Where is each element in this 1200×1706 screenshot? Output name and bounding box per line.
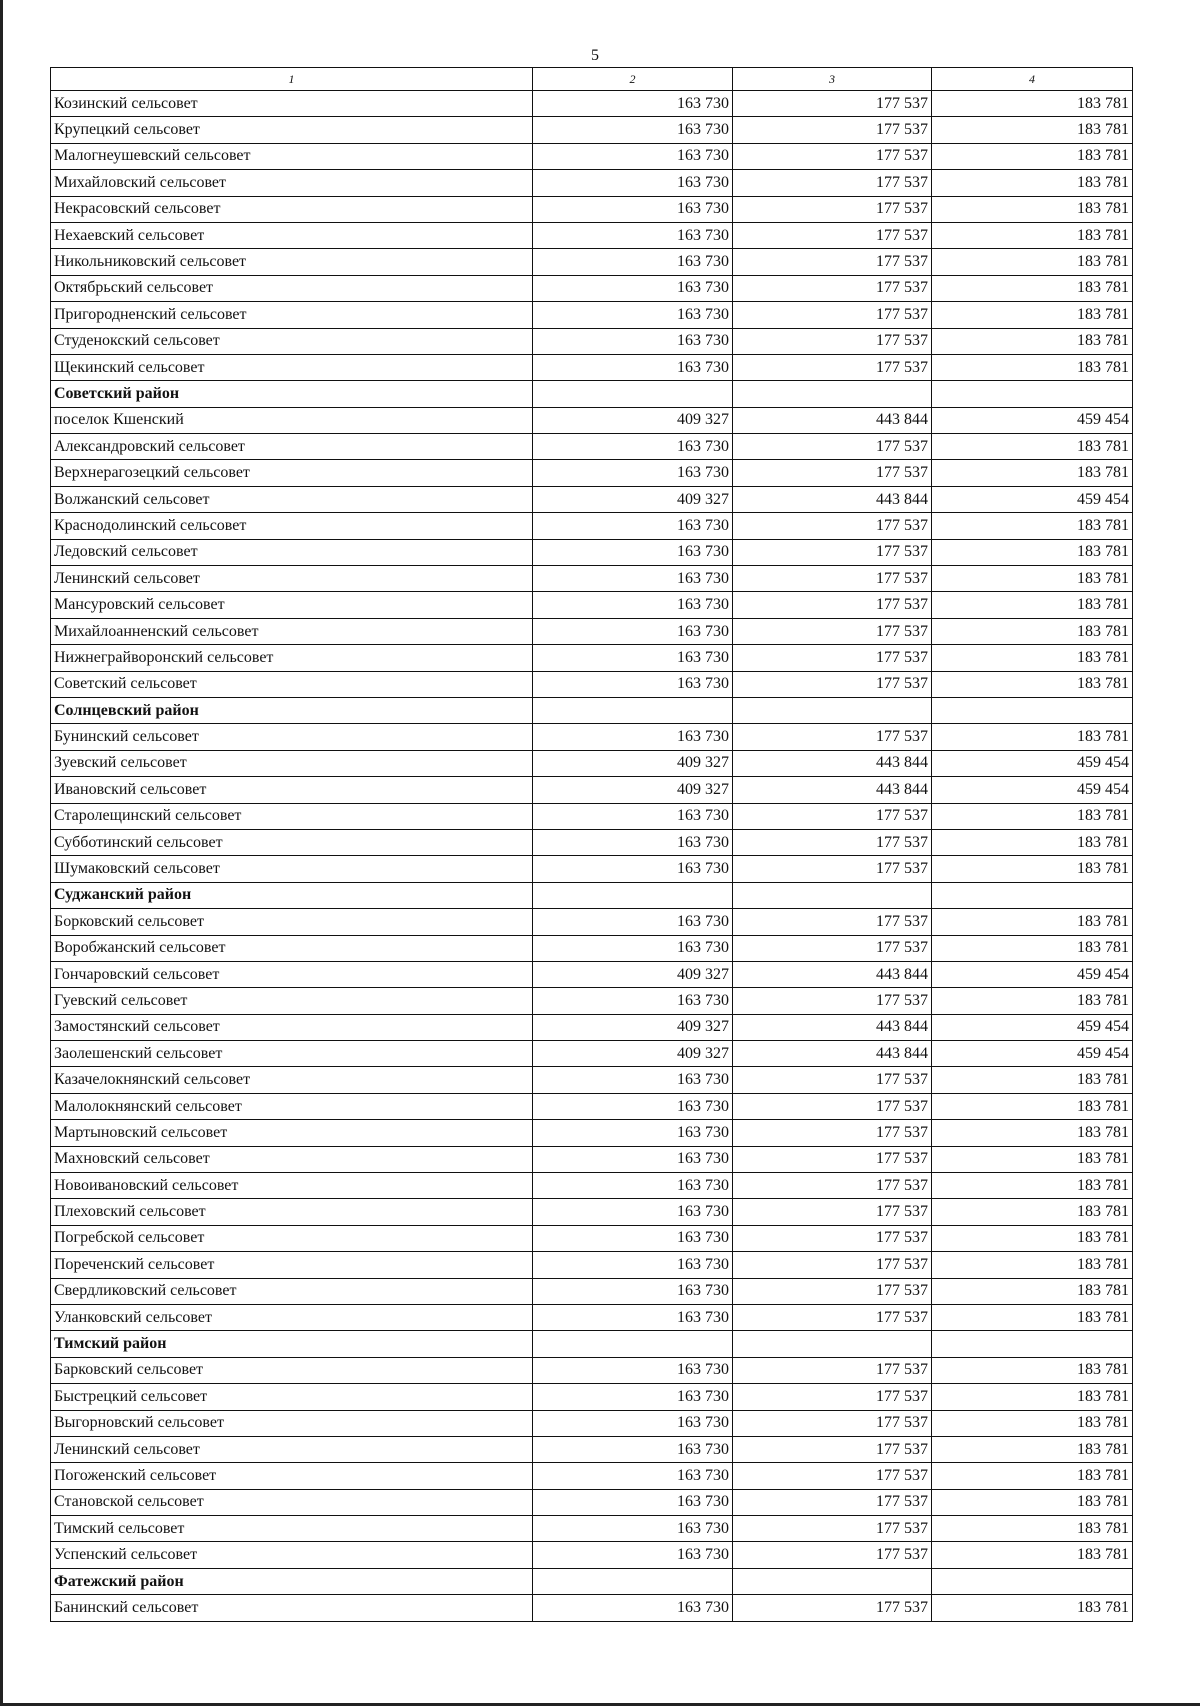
cell-settlement-name: Тимский сельсовет (51, 1516, 533, 1542)
cell-column-2: 163 730 (533, 460, 733, 486)
cell-settlement-name: Михайлоанненский сельсовет (51, 618, 533, 644)
cell-settlement-name: Нижнеграйворонский сельсовет (51, 645, 533, 671)
table-row (51, 1516, 1133, 1542)
cell-column-3: 177 537 (733, 117, 932, 143)
cell-column-4: 183 781 (932, 1489, 1133, 1515)
cell-column-3: 177 537 (733, 196, 932, 222)
scan-left-edge (0, 0, 3, 1706)
cell-settlement-name: Мансуровский сельсовет (51, 592, 533, 618)
cell-settlement-name: Малогнеушевский сельсовет (51, 143, 533, 169)
cell-column-4: 183 781 (932, 1146, 1133, 1172)
cell-column-3: 177 537 (733, 1173, 932, 1199)
cell-column-4: 183 781 (932, 354, 1133, 380)
cell-column-3: 177 537 (733, 170, 932, 196)
cell-settlement-name: Бунинский сельсовет (51, 724, 533, 750)
cell-column-2: 163 730 (533, 592, 733, 618)
cell-column-4: 183 781 (932, 1410, 1133, 1436)
cell-column-3: 443 844 (733, 750, 932, 776)
cell-settlement-name: Козинский сельсовет (51, 91, 533, 117)
cell-settlement-name: Барковский сельсовет (51, 1357, 533, 1383)
cell-column-3: 177 537 (733, 1516, 932, 1542)
cell-settlement-name: Гончаровский сельсовет (51, 961, 533, 987)
table-row (51, 1199, 1133, 1225)
cell-column-2: 163 730 (533, 275, 733, 301)
cell-column-2: 163 730 (533, 434, 733, 460)
table-row (51, 407, 1133, 433)
table-row (51, 1120, 1133, 1146)
cell-column-2 (533, 1331, 733, 1357)
cell-column-4: 183 781 (932, 434, 1133, 460)
cell-settlement-name: Студенокский сельсовет (51, 328, 533, 354)
cell-column-2: 163 730 (533, 222, 733, 248)
table-row (51, 1278, 1133, 1304)
page-number: 5 (591, 47, 599, 64)
cell-column-2: 163 730 (533, 1463, 733, 1489)
cell-column-4 (932, 882, 1133, 908)
table-row (51, 777, 1133, 803)
cell-column-2: 163 730 (533, 1436, 733, 1462)
cell-column-4: 183 781 (932, 1357, 1133, 1383)
cell-column-2: 163 730 (533, 91, 733, 117)
cell-column-2: 163 730 (533, 302, 733, 328)
table-row (51, 117, 1133, 143)
cell-column-2 (533, 381, 733, 407)
cell-settlement-name: Погребской сельсовет (51, 1225, 533, 1251)
cell-settlement-name: Ледовский сельсовет (51, 539, 533, 565)
cell-column-4: 183 781 (932, 645, 1133, 671)
table-row (51, 1542, 1133, 1568)
cell-column-3: 177 537 (733, 460, 932, 486)
cell-column-2 (533, 882, 733, 908)
cell-column-3 (733, 697, 932, 723)
cell-column-3: 177 537 (733, 1093, 932, 1119)
cell-column-2: 163 730 (533, 988, 733, 1014)
cell-column-3: 177 537 (733, 988, 932, 1014)
cell-column-2: 163 730 (533, 909, 733, 935)
table-row (51, 143, 1133, 169)
cell-column-2: 163 730 (533, 354, 733, 380)
table-row (51, 803, 1133, 829)
cell-column-4 (932, 697, 1133, 723)
cell-column-3: 177 537 (733, 1199, 932, 1225)
cell-settlement-name: Октябрьский сельсовет (51, 275, 533, 301)
table-row (51, 1093, 1133, 1119)
cell-column-3: 177 537 (733, 909, 932, 935)
cell-column-2: 163 730 (533, 645, 733, 671)
cell-column-3 (733, 1568, 932, 1594)
cell-column-3: 177 537 (733, 566, 932, 592)
cell-settlement-name: Погоженский сельсовет (51, 1463, 533, 1489)
cell-settlement-name: Верхнерагозецкий сельсовет (51, 460, 533, 486)
cell-column-4: 183 781 (932, 935, 1133, 961)
cell-settlement-name: Ленинский сельсовет (51, 566, 533, 592)
table-row (51, 170, 1133, 196)
cell-settlement-name: Краснодолинский сельсовет (51, 513, 533, 539)
table-row (51, 91, 1133, 117)
cell-column-4: 183 781 (932, 302, 1133, 328)
district-row (51, 1331, 1133, 1357)
table-row (51, 513, 1133, 539)
table-row (51, 1225, 1133, 1251)
cell-column-3: 177 537 (733, 856, 932, 882)
cell-column-4: 183 781 (932, 1304, 1133, 1330)
cell-column-4: 183 781 (932, 1516, 1133, 1542)
cell-district-name: Фатежский район (51, 1568, 533, 1594)
cell-column-3: 177 537 (733, 829, 932, 855)
cell-column-2: 409 327 (533, 486, 733, 512)
cell-settlement-name: Михайловский сельсовет (51, 170, 533, 196)
cell-column-2: 163 730 (533, 935, 733, 961)
table-row (51, 1067, 1133, 1093)
cell-column-4: 459 454 (932, 777, 1133, 803)
cell-column-2: 163 730 (533, 1252, 733, 1278)
cell-settlement-name: Шумаковский сельсовет (51, 856, 533, 882)
cell-column-2: 409 327 (533, 777, 733, 803)
table-row (51, 196, 1133, 222)
cell-column-4: 183 781 (932, 1463, 1133, 1489)
cell-settlement-name: Субботинский сельсовет (51, 829, 533, 855)
cell-settlement-name: Гуевский сельсовет (51, 988, 533, 1014)
cell-column-3: 177 537 (733, 539, 932, 565)
cell-settlement-name: Старолещинский сельсовет (51, 803, 533, 829)
table-row (51, 1304, 1133, 1330)
table-row (51, 988, 1133, 1014)
cell-column-2: 409 327 (533, 1014, 733, 1040)
cell-column-2: 409 327 (533, 407, 733, 433)
cell-settlement-name: Советский сельсовет (51, 671, 533, 697)
table-row (51, 249, 1133, 275)
cell-column-4: 183 781 (932, 671, 1133, 697)
cell-column-4: 183 781 (932, 249, 1133, 275)
cell-column-4: 183 781 (932, 566, 1133, 592)
cell-column-3: 177 537 (733, 645, 932, 671)
column-number-header-row (51, 68, 1133, 91)
cell-column-3: 177 537 (733, 354, 932, 380)
cell-column-3: 177 537 (733, 328, 932, 354)
cell-settlement-name: Уланковский сельсовет (51, 1304, 533, 1330)
cell-column-2: 163 730 (533, 724, 733, 750)
cell-column-3: 177 537 (733, 302, 932, 328)
cell-column-3: 177 537 (733, 592, 932, 618)
table-row (51, 645, 1133, 671)
cell-settlement-name: Казачелокнянский сельсовет (51, 1067, 533, 1093)
cell-settlement-name: Щекинский сельсовет (51, 354, 533, 380)
cell-column-4: 183 781 (932, 1252, 1133, 1278)
cell-column-4: 183 781 (932, 988, 1133, 1014)
cell-column-4: 459 454 (932, 1041, 1133, 1067)
column-header-4: 4 (932, 68, 1133, 91)
cell-column-2: 163 730 (533, 1146, 733, 1172)
table-row (51, 1252, 1133, 1278)
cell-column-4: 183 781 (932, 91, 1133, 117)
cell-column-4: 183 781 (932, 803, 1133, 829)
table-row (51, 354, 1133, 380)
cell-column-3 (733, 882, 932, 908)
cell-settlement-name: Становской сельсовет (51, 1489, 533, 1515)
cell-column-2: 163 730 (533, 117, 733, 143)
cell-settlement-name: Свердликовский сельсовет (51, 1278, 533, 1304)
cell-settlement-name: Зуевский сельсовет (51, 750, 533, 776)
cell-column-2: 409 327 (533, 961, 733, 987)
cell-column-4: 183 781 (932, 909, 1133, 935)
table-row (51, 1463, 1133, 1489)
column-header-1: 1 (51, 68, 533, 91)
cell-column-3: 177 537 (733, 249, 932, 275)
cell-column-4: 183 781 (932, 1120, 1133, 1146)
table-row (51, 1357, 1133, 1383)
cell-column-4: 183 781 (932, 460, 1133, 486)
district-row (51, 1568, 1133, 1594)
table-row (51, 486, 1133, 512)
cell-column-3: 177 537 (733, 1410, 932, 1436)
table-row (51, 1384, 1133, 1410)
cell-column-2 (533, 1568, 733, 1594)
column-header-2: 2 (533, 68, 733, 91)
cell-column-2: 163 730 (533, 829, 733, 855)
cell-settlement-name: Нехаевский сельсовет (51, 222, 533, 248)
cell-column-3: 443 844 (733, 407, 932, 433)
cell-settlement-name: Махновский сельсовет (51, 1146, 533, 1172)
cell-column-4: 459 454 (932, 486, 1133, 512)
cell-column-2: 163 730 (533, 328, 733, 354)
cell-column-4: 183 781 (932, 618, 1133, 644)
cell-column-3: 177 537 (733, 1384, 932, 1410)
cell-settlement-name: Пригородненский сельсовет (51, 302, 533, 328)
cell-settlement-name: Успенский сельсовет (51, 1542, 533, 1568)
table-row (51, 750, 1133, 776)
cell-column-2: 163 730 (533, 1410, 733, 1436)
cell-column-4: 183 781 (932, 724, 1133, 750)
table-body (51, 91, 1133, 1622)
cell-column-2: 163 730 (533, 803, 733, 829)
cell-column-2: 163 730 (533, 1173, 733, 1199)
table-row (51, 671, 1133, 697)
cell-column-2: 163 730 (533, 1199, 733, 1225)
cell-column-2: 163 730 (533, 1357, 733, 1383)
table-row (51, 935, 1133, 961)
cell-settlement-name: Никольниковский сельсовет (51, 249, 533, 275)
cell-column-4: 459 454 (932, 407, 1133, 433)
cell-settlement-name: Борковский сельсовет (51, 909, 533, 935)
cell-column-2: 163 730 (533, 1093, 733, 1119)
cell-column-3 (733, 381, 932, 407)
cell-column-2: 163 730 (533, 513, 733, 539)
district-row (51, 882, 1133, 908)
cell-settlement-name: Некрасовский сельсовет (51, 196, 533, 222)
cell-column-4: 183 781 (932, 1199, 1133, 1225)
district-row (51, 381, 1133, 407)
cell-column-2: 163 730 (533, 196, 733, 222)
cell-district-name: Суджанский район (51, 882, 533, 908)
cell-column-4 (932, 1331, 1133, 1357)
cell-column-3: 443 844 (733, 777, 932, 803)
cell-settlement-name: Александровский сельсовет (51, 434, 533, 460)
cell-column-3: 177 537 (733, 1225, 932, 1251)
cell-column-3: 177 537 (733, 91, 932, 117)
cell-settlement-name: Замостянский сельсовет (51, 1014, 533, 1040)
cell-column-4: 183 781 (932, 1542, 1133, 1568)
cell-column-2: 163 730 (533, 1120, 733, 1146)
cell-column-4: 183 781 (932, 196, 1133, 222)
table-row (51, 1489, 1133, 1515)
cell-settlement-name: Плеховский сельсовет (51, 1199, 533, 1225)
cell-column-2: 163 730 (533, 1595, 733, 1621)
cell-settlement-name: Воробжанский сельсовет (51, 935, 533, 961)
cell-settlement-name: поселок Кшенский (51, 407, 533, 433)
cell-settlement-name: Новоивановский сельсовет (51, 1173, 533, 1199)
cell-column-2: 163 730 (533, 856, 733, 882)
cell-settlement-name: Волжанский сельсовет (51, 486, 533, 512)
cell-column-3: 177 537 (733, 618, 932, 644)
cell-settlement-name: Банинский сельсовет (51, 1595, 533, 1621)
cell-column-4 (932, 1568, 1133, 1594)
cell-column-3: 177 537 (733, 434, 932, 460)
column-header-3: 3 (733, 68, 932, 91)
cell-column-2: 409 327 (533, 1041, 733, 1067)
cell-settlement-name: Ивановский сельсовет (51, 777, 533, 803)
cell-column-4: 183 781 (932, 1436, 1133, 1462)
table-row (51, 724, 1133, 750)
cell-column-3 (733, 1331, 932, 1357)
cell-column-4: 183 781 (932, 513, 1133, 539)
cell-column-2: 163 730 (533, 1542, 733, 1568)
cell-settlement-name: Выгорновский сельсовет (51, 1410, 533, 1436)
cell-column-3: 177 537 (733, 1463, 932, 1489)
table-row (51, 328, 1133, 354)
cell-column-4: 183 781 (932, 275, 1133, 301)
cell-column-4: 183 781 (932, 328, 1133, 354)
cell-district-name: Солнцевский район (51, 697, 533, 723)
cell-column-3: 177 537 (733, 1067, 932, 1093)
cell-settlement-name: Быстрецкий сельсовет (51, 1384, 533, 1410)
cell-column-3: 177 537 (733, 1489, 932, 1515)
table-row (51, 539, 1133, 565)
table-row (51, 222, 1133, 248)
cell-column-4: 183 781 (932, 222, 1133, 248)
cell-column-4: 183 781 (932, 539, 1133, 565)
cell-column-3: 177 537 (733, 803, 932, 829)
cell-column-4: 459 454 (932, 1014, 1133, 1040)
cell-column-2: 163 730 (533, 539, 733, 565)
cell-column-4: 183 781 (932, 1173, 1133, 1199)
table-row (51, 618, 1133, 644)
cell-column-2 (533, 697, 733, 723)
cell-column-2: 163 730 (533, 1304, 733, 1330)
cell-column-4: 183 781 (932, 1093, 1133, 1119)
cell-column-3: 443 844 (733, 486, 932, 512)
cell-column-2: 163 730 (533, 566, 733, 592)
cell-column-4: 183 781 (932, 1225, 1133, 1251)
cell-column-2: 163 730 (533, 1516, 733, 1542)
cell-column-3: 177 537 (733, 1120, 932, 1146)
cell-column-3: 177 537 (733, 1146, 932, 1172)
cell-column-3: 177 537 (733, 1357, 932, 1383)
cell-column-4: 183 781 (932, 1278, 1133, 1304)
cell-column-3: 177 537 (733, 1595, 932, 1621)
table-row (51, 1173, 1133, 1199)
cell-column-2: 163 730 (533, 618, 733, 644)
cell-district-name: Советский район (51, 381, 533, 407)
cell-column-2: 163 730 (533, 1067, 733, 1093)
table-row (51, 434, 1133, 460)
cell-settlement-name: Пореченский сельсовет (51, 1252, 533, 1278)
cell-column-2: 163 730 (533, 143, 733, 169)
cell-column-2: 163 730 (533, 671, 733, 697)
cell-column-4: 183 781 (932, 1595, 1133, 1621)
cell-column-4: 459 454 (932, 961, 1133, 987)
cell-settlement-name: Малолокнянский сельсовет (51, 1093, 533, 1119)
cell-column-2: 163 730 (533, 1489, 733, 1515)
cell-column-2: 163 730 (533, 1278, 733, 1304)
cell-column-3: 177 537 (733, 513, 932, 539)
cell-column-4: 183 781 (932, 170, 1133, 196)
cell-column-3: 443 844 (733, 1014, 932, 1040)
cell-column-3: 177 537 (733, 1304, 932, 1330)
cell-column-4: 459 454 (932, 750, 1133, 776)
table-row (51, 1436, 1133, 1462)
cell-column-3: 177 537 (733, 275, 932, 301)
cell-column-3: 177 537 (733, 1542, 932, 1568)
cell-column-2: 163 730 (533, 249, 733, 275)
cell-column-3: 443 844 (733, 1041, 932, 1067)
table-row (51, 275, 1133, 301)
cell-settlement-name: Мартыновский сельсовет (51, 1120, 533, 1146)
table-row (51, 829, 1133, 855)
table-row (51, 1595, 1133, 1621)
cell-column-3: 177 537 (733, 143, 932, 169)
cell-column-4: 183 781 (932, 1384, 1133, 1410)
cell-column-4 (932, 381, 1133, 407)
cell-column-3: 177 537 (733, 935, 932, 961)
table-row (51, 592, 1133, 618)
table-row (51, 302, 1133, 328)
cell-column-3: 177 537 (733, 222, 932, 248)
cell-column-2: 163 730 (533, 1225, 733, 1251)
cell-column-2: 163 730 (533, 170, 733, 196)
cell-column-3: 177 537 (733, 1436, 932, 1462)
cell-column-4: 183 781 (932, 592, 1133, 618)
allocation-table (50, 67, 1133, 1622)
cell-settlement-name: Крупецкий сельсовет (51, 117, 533, 143)
table-row (51, 1014, 1133, 1040)
cell-column-3: 177 537 (733, 724, 932, 750)
table-row (51, 856, 1133, 882)
cell-column-2: 409 327 (533, 750, 733, 776)
cell-settlement-name: Заолешенский сельсовет (51, 1041, 533, 1067)
cell-column-4: 183 781 (932, 856, 1133, 882)
cell-column-3: 443 844 (733, 961, 932, 987)
table-row (51, 1146, 1133, 1172)
cell-column-4: 183 781 (932, 117, 1133, 143)
cell-column-4: 183 781 (932, 829, 1133, 855)
cell-settlement-name: Ленинский сельсовет (51, 1436, 533, 1462)
table-row (51, 909, 1133, 935)
table-row (51, 1041, 1133, 1067)
table-row (51, 460, 1133, 486)
cell-column-4: 183 781 (932, 143, 1133, 169)
table-row (51, 1410, 1133, 1436)
table-row (51, 961, 1133, 987)
cell-column-3: 177 537 (733, 1252, 932, 1278)
cell-district-name: Тимский район (51, 1331, 533, 1357)
table-row (51, 566, 1133, 592)
cell-column-3: 177 537 (733, 1278, 932, 1304)
cell-column-4: 183 781 (932, 1067, 1133, 1093)
cell-column-2: 163 730 (533, 1384, 733, 1410)
district-row (51, 697, 1133, 723)
cell-column-3: 177 537 (733, 671, 932, 697)
